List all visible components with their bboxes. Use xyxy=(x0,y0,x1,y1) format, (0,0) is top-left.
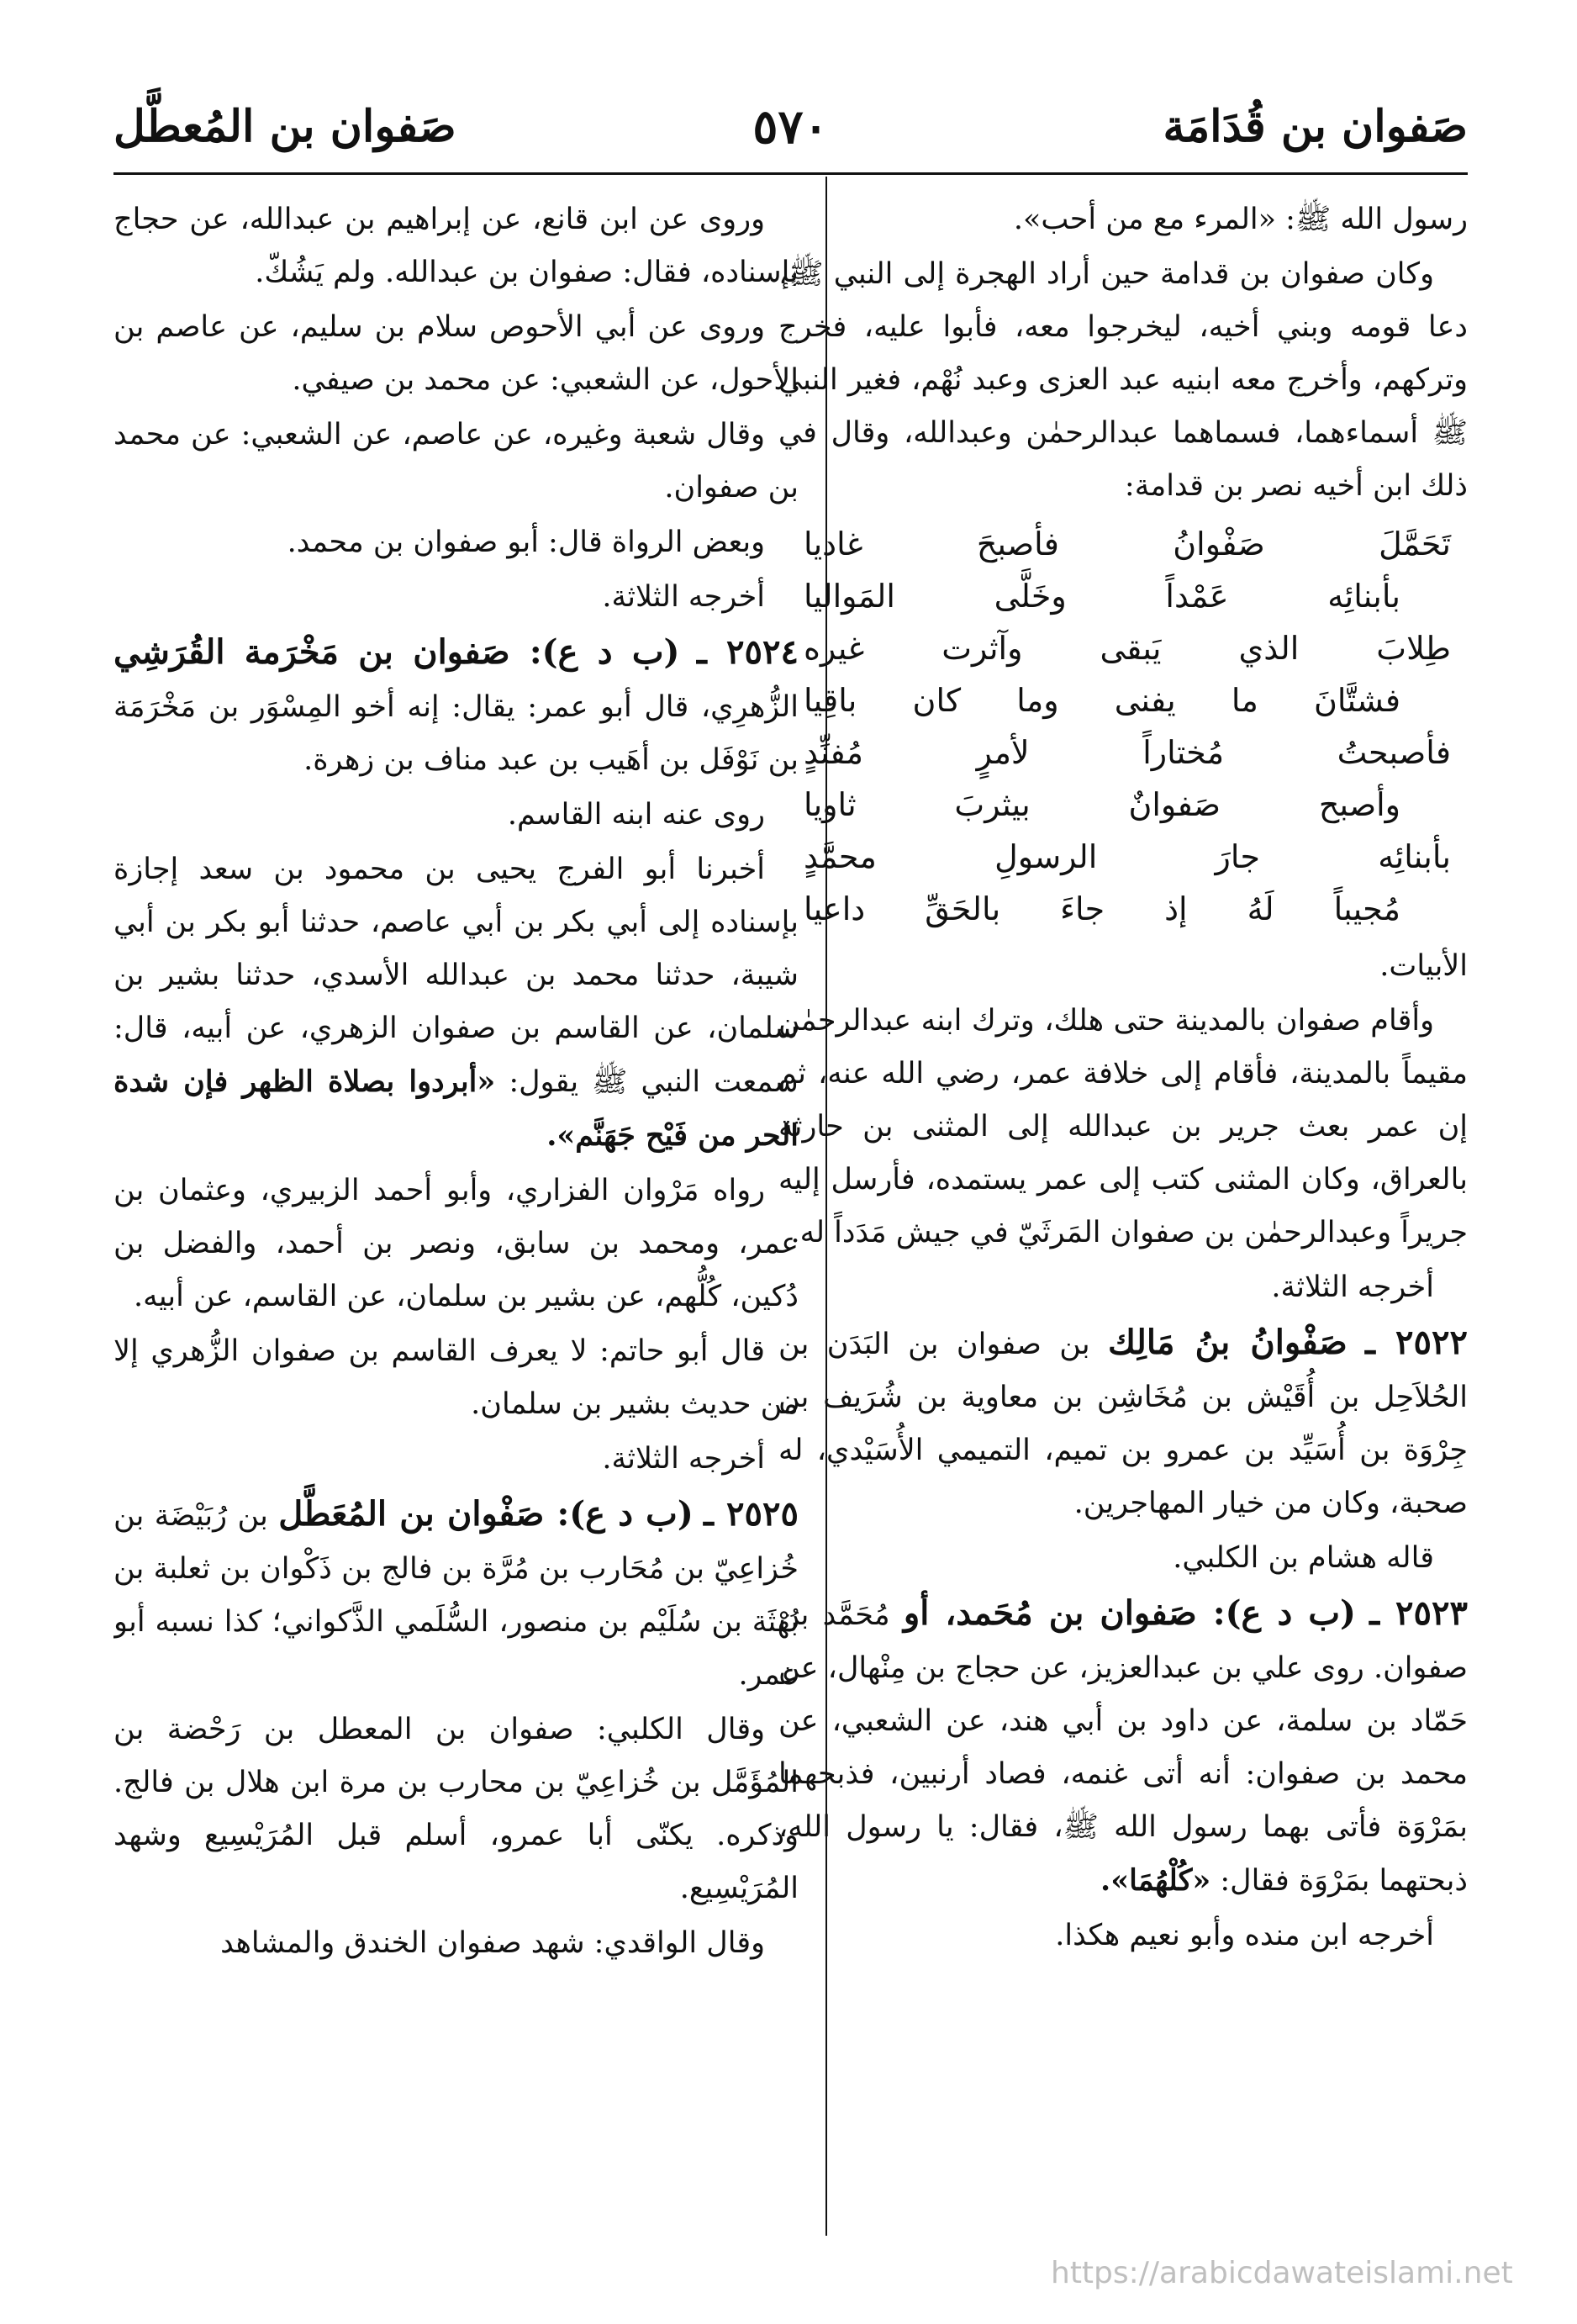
paragraph: قاله هشام بن الكلبي. xyxy=(1173,1541,1434,1575)
paragraph: أخرجه ابن منده وأبو نعيم هكذا. xyxy=(1055,1919,1434,1952)
paragraph: وبعض الرواة قال: أبو صفوان بن محمد. xyxy=(287,526,765,559)
poem xyxy=(804,518,1451,935)
entry-text: الزُّهرِي، قال أبو عمر: يقال: إنه أخو المِسْوَر بن مَخْرَمَة بن نَوْفَل بن أهَيب بن عبد مناف بن زهرة. xyxy=(113,690,799,777)
entry-name: (ب د ع): صَفْوان بن المُعَطَّل xyxy=(278,1494,694,1534)
paragraph: وقال شعبة وغيره، عن عاصم، عن الشعبي: عن محمد بن صفوان. xyxy=(113,418,799,504)
paragraph: روى عنه ابنه القاسم. xyxy=(507,798,765,832)
entry-number: ٢٥٢٢ ـ xyxy=(1365,1323,1468,1362)
running-title-left: صَفوان بن المُعطَّل xyxy=(113,101,456,152)
poem-verse: بأبنائِه جارَ الرسولِ محمَّدٍ xyxy=(804,838,1451,875)
entry-2524 xyxy=(113,626,799,787)
paragraph: رسول الله ﷺ: «المرء مع من أحب». xyxy=(1013,203,1468,236)
entry-text: مُحَمَّد بن صفوان. روى علي بن عبدالعزيز، عن حجاج بن مِنْهال، عن حَمّاد بن سلمة، عن داود بن أبي هند، عن الشعبي، عن محمد بن صفوان: أنه أتى غنمه، فصاد أرنبين، فذبحهما بمَرْوَة فأتى بهما رسول الله ﷺ، فقال: يا رسول الله، ذبحتهما بمَرْوَة فقال: xyxy=(778,1598,1468,1898)
running-title-right: صَفوان بن قُدَامَة xyxy=(1163,101,1468,152)
watermark-url: https://arabicdawateislami.net xyxy=(1051,2256,1513,2290)
left-column xyxy=(113,193,799,2195)
header-rule xyxy=(113,172,1468,175)
paragraph xyxy=(113,843,799,1163)
entry-2522 xyxy=(778,1316,1468,1530)
entry-name: (ب د ع): صَفوان بن مُحَمد، أو xyxy=(903,1593,1356,1633)
poem-verse: وأصبح صَفوانٌ بيثربَ ثاويا xyxy=(804,786,1400,823)
paragraph: وروى عن ابن قانع، عن إبراهيم بن عبدالله، عن حجاج بإسناده، فقال: صفوان بن عبدالله. ولم يَشُكّ. xyxy=(113,203,799,289)
paragraph: أخرجه الثلاثة. xyxy=(602,580,765,614)
poem-verse: طِلابَ الذي يَبقى وآثرت غيره xyxy=(804,630,1451,667)
entry-number: ٢٥٢٤ ـ xyxy=(697,632,799,672)
entry-number: ٢٥٢٣ ـ xyxy=(1369,1593,1468,1633)
entry-number: ٢٥٢٥ ـ xyxy=(704,1494,799,1534)
paragraph-text: أخبرنا أبو الفرج يحيى بن محمود بن سعد إجازة بإسناده إلى أبي بكر بن أبي عاصم، حدثنا أبو بكر بن أبي شيبة، حدثنا محمد بن عبدالله الأسدي، حدثنا بشير بن سلمان، عن القاسم بن صفوان الزهري، عن أبيه، قال: سمعت النبي ﷺ يقول: xyxy=(113,853,799,1099)
paragraph: وكان صفوان بن قدامة حين أراد الهجرة إلى النبي ﷺ، دعا قومه وبني أخيه، ليخرجوا معه، فأبوا عليه، فخرج وتركهم، وأخرج معه ابنيه عبد العزى وعبد نُهْم، فغير النبي ﷺ أسماءهما، فسماهما عبدالرحمٰن وعبدالله، وقال في ذلك ابن أخيه نصر بن قدامة: xyxy=(778,257,1468,503)
page-header xyxy=(113,92,1468,168)
paragraph: الأبيات. xyxy=(1379,949,1468,983)
paragraph: رواه مَرْوان الفزاري، وأبو أحمد الزبيري، وعثمان بن عمر، ومحمد بن سابق، ونصر بن أحمد، والفضل بن دُكين، كُلُّهم، عن بشير بن سلمان، عن القاسم، عن أبيه. xyxy=(113,1174,799,1313)
entry-text: بن رُبَيْضَة بن خُزاعِيّ بن مُحَارب بن مُرَّة بن فالج بن ذَكْوان بن ثعلبة بن بُهْثَة بن سُلَيْم بن منصور، السُّلَمي الذَّكواني؛ كذا نسبه أبو عمر. xyxy=(113,1499,799,1692)
paragraph: أخرجه الثلاثة. xyxy=(1271,1270,1434,1304)
poem-verse: مُجيباً لَهُ إذ جاءَ بالحَقِّ داعيا xyxy=(804,890,1400,927)
entry-text: بن صفوان بن البَدَن بن الحُلاَحِل بن أُقَيْش بن مُخَاشِن بن معاوية بن شُرَيف بن جِرْوَة بن أُسَيِّد بن عمرو بن تميم، التميمي الأُسَيْدي، له صحبة، وكان من خيار المهاجرين. xyxy=(778,1328,1468,1520)
entry-name: صَفْوانُ بنُ مَالِك xyxy=(1107,1323,1348,1362)
paragraph: وروى عن أبي الأحوص سلام بن سليم، عن عاصم بن الأحول، عن الشعبي: عن محمد بن صيفي. xyxy=(113,310,799,397)
entry-name: (ب د ع): صَفوان بن مَخْرَمة القُرَشِي xyxy=(113,632,680,672)
entry-2525 xyxy=(113,1487,799,1702)
poem-verse: فشتَّانَ ما يفنى وما كان باقِيا xyxy=(804,682,1400,719)
paragraph: أخرجه الثلاثة. xyxy=(602,1442,765,1476)
paragraph: قال أبو حاتم: لا يعرف القاسم بن صفوان الزُّهري إلا من حديث بشير بن سلمان. xyxy=(113,1334,799,1421)
paragraph: وأقام صفوان بالمدينة حتى هلك، وترك ابنه عبدالرحمٰن مقيماً بالمدينة، فأقام إلى خلافة عمر، رضي الله عنه، ثم إن عمر بعث جرير بن عبدالله إلى المثنى بن حارثة بالعراق، وكان المثنى كتب إلى عمر يستمده، فأرسل إليه جريراً وعبدالرحمٰن بن صفوان المَرثَيّ في جيش مَدَداً له. xyxy=(778,1004,1468,1249)
hadith-quote: «أبردوا بصلاة الظهر فإن شدة الحر من فَيْح جَهَنَّم». xyxy=(113,1064,799,1153)
hadith-quote: «كُلْهُمَا». xyxy=(1100,1863,1211,1898)
paragraph: وقال الواقدي: شهد صفوان الخندق والمشاهد xyxy=(220,1926,765,1960)
entry-2523 xyxy=(778,1587,1468,1908)
paragraph: وقال الكلبي: صفوان بن المعطل بن رَحْضة بن المُؤَمَّل بن خُزاعِيّ بن محارب بن مرة ابن هلال بن فالج. وذكره. يكنّى أبا عمرو، أسلم قبل المُرَيْسِيع وشهد المُرَيْسِيع. xyxy=(113,1713,799,1905)
right-column xyxy=(778,193,1468,2195)
poem-verse: بأبنائِه عَمْداً وخَلَّى المَواليا xyxy=(804,578,1400,615)
page-number: ٥٧٠ xyxy=(752,99,829,155)
poem-verse: فأصبحتُ مُختاراً لأمرٍ مُفنِّدٍ xyxy=(804,734,1451,771)
poem-verse: تَحَمَّلَ صَفْوانُ فأصبحَ غاديا xyxy=(804,526,1451,563)
